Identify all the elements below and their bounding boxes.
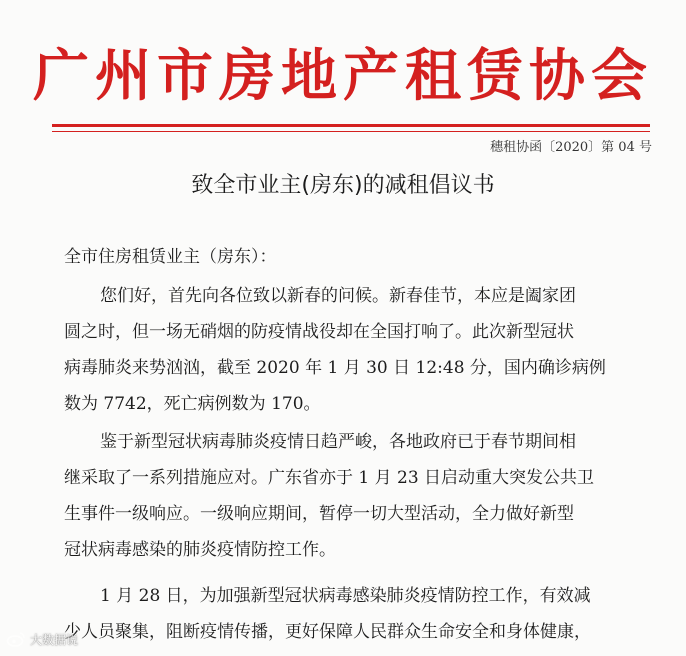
paragraph-line: 生事件一级响应。一级响应期间，暂停一切大型活动，全力做好新型 xyxy=(64,504,574,524)
paragraph-1 xyxy=(64,278,664,422)
paragraph-line: 冠状病毒感染的肺炎疫情防控工作。 xyxy=(64,540,336,560)
paragraph-3 xyxy=(64,578,664,650)
weibo-logo-icon xyxy=(6,631,26,647)
letterhead-rule-thin xyxy=(52,131,650,132)
document-number: 穗租协函〔2020〕第 04 号 xyxy=(490,140,652,155)
paragraph-line: 病毒肺炎来势汹汹，截至 2020 年 1 月 30 日 12:48 分，国内确诊病例 xyxy=(64,358,606,378)
paragraph-line: 数为 7742，死亡病例数为 170。 xyxy=(64,394,321,414)
watermark xyxy=(6,628,78,650)
paragraph-line: 继采取了一系列措施应对。广东省亦于 1 月 23 日启动重大突发公共卫 xyxy=(64,468,595,488)
letterhead-rule-thick xyxy=(52,124,650,127)
document-title: 致全市业主(房东)的减租倡议书 xyxy=(191,173,495,198)
salutation: 全市住房租赁业主（房东）： xyxy=(64,247,277,267)
watermark-text: 大数据说 xyxy=(30,632,79,647)
paragraph-line: 少人员聚集，阻断疫情传播，更好保障人民群众生命安全和身体健康， xyxy=(64,622,591,642)
letterhead-organization: 广州市房地产租赁协会 xyxy=(33,44,653,109)
paragraph-2 xyxy=(64,424,664,568)
paragraph-line: 鉴于新型冠状病毒肺炎疫情日趋严峻，各地政府已于春节期间相 xyxy=(100,432,576,452)
paragraph-line: 您们好，首先向各位致以新春的问候。新春佳节，本应是阖家团 xyxy=(100,286,576,306)
paragraph-line: 1 月 28 日，为加强新型冠状病毒感染肺炎疫情防控工作，有效减 xyxy=(100,586,591,606)
paragraph-line: 圆之时，但一场无硝烟的防疫情战役却在全国打响了。此次新型冠状 xyxy=(64,322,574,342)
